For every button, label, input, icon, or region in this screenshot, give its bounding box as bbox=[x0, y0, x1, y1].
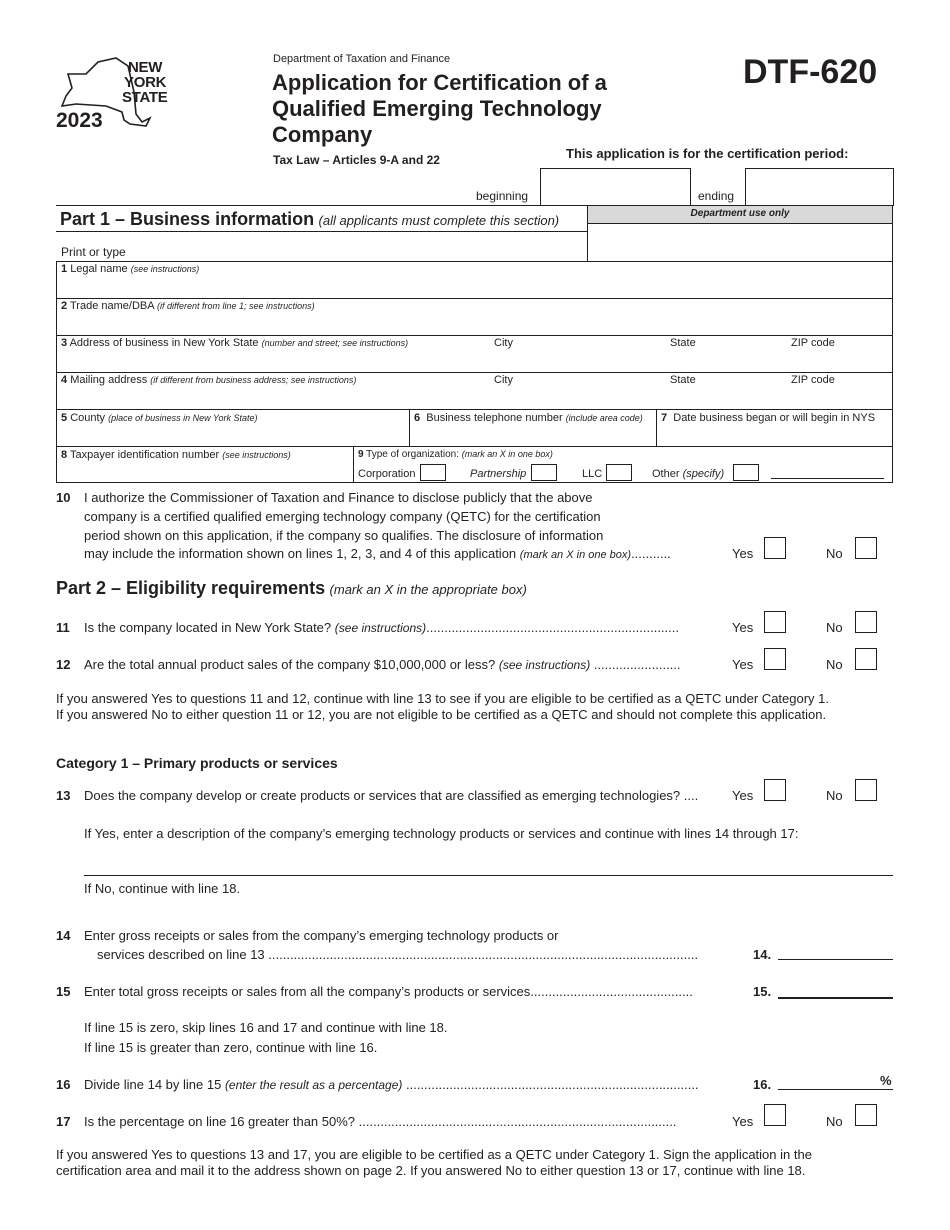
q13-description-line[interactable] bbox=[84, 875, 893, 876]
q12-text: Are the total annual product sales of the company $10,000,000 or less? (see instructions) ........................ bbox=[84, 657, 681, 672]
field-5-num: 5 bbox=[61, 412, 68, 424]
q12-num: 12 bbox=[56, 657, 71, 672]
period-beginning-field[interactable] bbox=[540, 168, 691, 206]
q11-question: Is the company located in New York State? bbox=[84, 620, 332, 635]
q17-yes-label: Yes bbox=[732, 1114, 754, 1129]
dept-use-only-label: Department use only bbox=[690, 208, 790, 219]
field-1-note: (see instructions) bbox=[130, 264, 200, 274]
dept-use-only-box bbox=[587, 224, 893, 262]
field-6-text: Business telephone number bbox=[426, 412, 563, 424]
q13-yes-checkbox[interactable] bbox=[764, 779, 786, 801]
q10-line4-note: (mark an X in one box) bbox=[519, 549, 632, 561]
nys-logo bbox=[56, 52, 186, 132]
eligibility-note-1: If you answered Yes to questions 11 and 12, continue with line 13 to see if you are eligible to be certified as a QETC under Category 1. bbox=[56, 691, 830, 706]
org-llc-checkbox[interactable] bbox=[606, 464, 632, 481]
org-partnership-label: Partnership bbox=[470, 468, 527, 480]
q15-note-2: If line 15 is greater than zero, continue with line 16. bbox=[84, 1040, 378, 1055]
q10-no-label: No bbox=[826, 546, 843, 561]
logo-text-new: NEW bbox=[128, 59, 163, 76]
q16-percent-sign: % bbox=[880, 1073, 892, 1088]
q15-num: 15 bbox=[56, 984, 71, 999]
field-4-num: 4 bbox=[61, 374, 68, 386]
field-8-num: 8 bbox=[61, 449, 68, 461]
business-address-input[interactable] bbox=[57, 350, 892, 371]
org-partnership-checkbox[interactable] bbox=[531, 464, 557, 481]
part1-title: Part 1 – Business information bbox=[60, 209, 315, 229]
q11-no-checkbox[interactable] bbox=[855, 611, 877, 633]
q11-yes-label: Yes bbox=[732, 620, 754, 635]
field-4-label bbox=[61, 374, 356, 386]
field-3-state-label: State bbox=[670, 337, 696, 349]
field-8-text: Taxpayer identification number bbox=[69, 449, 220, 461]
beginning-label: beginning bbox=[476, 189, 529, 203]
q13-question: Does the company develop or create products or services that are classified as emerging technologies? bbox=[84, 788, 681, 803]
q10-line4: may include the information shown on lines 1, 2, 3, and 4 of this application (mark an X in one box)........... bbox=[84, 546, 671, 561]
department-name: Department of Taxation and Finance bbox=[273, 53, 451, 65]
col-divider bbox=[353, 446, 354, 483]
q15-text: Enter total gross receipts or sales from all the company’s products or services............................................. bbox=[84, 984, 693, 999]
org-other-label bbox=[652, 468, 724, 480]
form-title-line1: Application for Certification of a bbox=[272, 70, 607, 95]
q12-yes-checkbox[interactable] bbox=[764, 648, 786, 670]
q12-no-checkbox[interactable] bbox=[855, 648, 877, 670]
q11-no-label: No bbox=[826, 620, 843, 635]
legal-name-input[interactable] bbox=[57, 276, 892, 297]
field-6-num: 6 bbox=[414, 412, 421, 424]
part1-title-underline bbox=[56, 231, 587, 232]
field-4-note: (if different from business address; see instructions) bbox=[150, 375, 357, 385]
field-1-text: Legal name bbox=[70, 263, 128, 275]
q14-line2: services described on line 13 ....................................................................................................................... bbox=[97, 947, 699, 962]
field-2-text: Trade name/DBA bbox=[69, 300, 154, 312]
q11-num: 11 bbox=[56, 620, 70, 635]
field-9-label bbox=[358, 449, 553, 460]
q13-yes-label: Yes bbox=[732, 788, 754, 803]
q13-if-no: If No, continue with line 18. bbox=[84, 881, 241, 896]
q10-yes-label: Yes bbox=[732, 546, 754, 561]
dept-use-only-header bbox=[587, 206, 893, 224]
trade-name-input[interactable] bbox=[57, 313, 892, 334]
q17-yes-checkbox[interactable] bbox=[764, 1104, 786, 1126]
q17-text: Is the percentage on line 16 greater than 50%? ........................................................................................ bbox=[84, 1114, 677, 1129]
eligibility-note-2: If you answered No to either question 11 or 12, you are not eligible to be certified as a QETC and should not complete this application. bbox=[56, 707, 827, 722]
q13-no-checkbox[interactable] bbox=[855, 779, 877, 801]
tin-input[interactable] bbox=[57, 462, 352, 482]
q12-no-label: No bbox=[826, 657, 843, 672]
q12-question: Are the total annual product sales of the company $10,000,000 or less? bbox=[84, 657, 496, 672]
field-4-text: Mailing address bbox=[70, 374, 148, 386]
telephone-input[interactable] bbox=[410, 425, 655, 445]
mailing-address-input[interactable] bbox=[57, 387, 892, 408]
q12-yes-label: Yes bbox=[732, 657, 754, 672]
field-4-state-label: State bbox=[670, 374, 696, 386]
org-llc-label: LLC bbox=[582, 468, 603, 480]
field-1-num: 1 bbox=[61, 263, 68, 275]
q15-ref: 15. bbox=[753, 984, 772, 999]
date-began-input[interactable] bbox=[657, 425, 892, 445]
field-2-label bbox=[61, 300, 315, 312]
field-5-note: (place of business in New York State) bbox=[108, 413, 258, 423]
form-title-line2: Qualified Emerging Technology bbox=[272, 96, 602, 121]
field-7-text: Date business began or will begin in NYS bbox=[673, 412, 876, 424]
q14-line1: Enter gross receipts or sales from the company’s emerging technology products or bbox=[84, 928, 559, 943]
q13-text: Does the company develop or create products or services that are classified as emerging technologies? .... bbox=[84, 788, 699, 803]
field-9-text: Type of organization: bbox=[366, 449, 460, 460]
ending-label: ending bbox=[698, 189, 735, 203]
logo-text-york: YORK bbox=[124, 74, 167, 91]
part2-title-row bbox=[56, 578, 527, 599]
row-divider bbox=[56, 372, 893, 373]
q10-line4-text: may include the information shown on lines 1, 2, 3, and 4 of this application bbox=[84, 546, 517, 561]
part2-title: Part 2 – Eligibility requirements bbox=[56, 578, 326, 598]
field-4-city-label: City bbox=[494, 374, 513, 386]
field-1-label bbox=[61, 263, 199, 275]
org-other-specify-line[interactable] bbox=[771, 478, 884, 479]
field-2-num: 2 bbox=[61, 300, 68, 312]
q17-no-label: No bbox=[826, 1114, 843, 1129]
field-3-zip-label: ZIP code bbox=[791, 337, 835, 349]
field-2-note: (if different from line 1; see instructions) bbox=[157, 301, 315, 311]
q13-no-label: No bbox=[826, 788, 843, 803]
field-3-text: Address of business in New York State bbox=[69, 337, 259, 349]
q16-num: 16 bbox=[56, 1077, 71, 1092]
q14-amount-field[interactable] bbox=[778, 959, 893, 960]
q16-note: (enter the result as a percentage) bbox=[224, 1078, 403, 1092]
part1-title-row bbox=[60, 209, 559, 230]
footer-note-1: If you answered Yes to questions 13 and 17, you are eligible to be certified as a QETC under Category 1. Sign the application in the bbox=[56, 1147, 812, 1162]
q12-note: (see instructions) bbox=[498, 658, 591, 672]
q15-note-1: If line 15 is zero, skip lines 16 and 17 and continue with line 18. bbox=[84, 1020, 448, 1035]
q17-num: 17 bbox=[56, 1114, 71, 1129]
q16-percent-field[interactable] bbox=[778, 1089, 893, 1090]
q11-note: (see instructions) bbox=[334, 621, 427, 635]
logo-text-state: STATE bbox=[122, 89, 168, 106]
period-ending-field[interactable] bbox=[745, 168, 894, 206]
field-8-label bbox=[61, 449, 291, 461]
part1-subtitle: (all applicants must complete this section) bbox=[318, 213, 560, 228]
field-6-label bbox=[414, 412, 643, 424]
field-7-num: 7 bbox=[661, 412, 668, 424]
footer-note-2: certification area and mail it to the address shown on page 2. If you answered No to either question 13 or 17, continue with line 18. bbox=[56, 1163, 806, 1178]
field-3-note: (number and street; see instructions) bbox=[261, 338, 409, 348]
field-3-city-label: City bbox=[494, 337, 513, 349]
q10-line2: company is a certified qualified emerging technology company (QETC) for the certification bbox=[84, 509, 601, 524]
org-corporation-label: Corporation bbox=[358, 468, 416, 480]
row-divider bbox=[56, 335, 893, 336]
q14-num: 14 bbox=[56, 928, 71, 943]
q10-num: 10 bbox=[56, 490, 71, 505]
field-4-zip-label: ZIP code bbox=[791, 374, 835, 386]
q17-question: Is the percentage on line 16 greater than 50%? bbox=[84, 1114, 356, 1129]
q14-line2-text: services described on line 13 bbox=[97, 947, 265, 962]
q10-yes-checkbox[interactable] bbox=[764, 537, 786, 559]
field-9-num: 9 bbox=[358, 449, 364, 460]
row-divider bbox=[56, 446, 893, 447]
form-year: 2023 bbox=[56, 109, 103, 132]
row-divider bbox=[56, 298, 893, 299]
q16-ref: 16. bbox=[753, 1077, 772, 1092]
field-9-note: (mark an X in one box) bbox=[461, 449, 553, 459]
q16-text: Divide line 14 by line 15 (enter the result as a percentage) ................................................................................. bbox=[84, 1077, 699, 1092]
q13-if-yes: If Yes, enter a description of the company’s emerging technology products or services and continue with lines 14 through 17: bbox=[84, 826, 799, 841]
form-id: DTF-620 bbox=[743, 53, 878, 91]
q10-line3: period shown on this application, if the company so qualifies. The disclosure of information bbox=[84, 528, 604, 543]
category1-title: Category 1 – Primary products or services bbox=[56, 755, 338, 771]
part2-subtitle: (mark an X in the appropriate box) bbox=[329, 582, 527, 597]
field-8-note: (see instructions) bbox=[222, 450, 291, 460]
field-5-label bbox=[61, 412, 258, 424]
q10-line1: I authorize the Commissioner of Taxation and Finance to disclose publicly that the above bbox=[84, 490, 593, 505]
cert-period-label: This application is for the certification period: bbox=[566, 146, 849, 161]
county-input[interactable] bbox=[57, 425, 408, 445]
field-3-label bbox=[61, 337, 408, 349]
q11-text: Is the company located in New York State? (see instructions)...................................................................... bbox=[84, 620, 679, 635]
print-or-type: Print or type bbox=[61, 245, 126, 259]
field-5-text: County bbox=[70, 412, 106, 424]
q13-num: 13 bbox=[56, 788, 71, 803]
q14-ref: 14. bbox=[753, 947, 772, 962]
field-6-note: (include area code) bbox=[565, 413, 643, 423]
org-other-checkbox[interactable] bbox=[733, 464, 759, 481]
tax-law-reference: Tax Law – Articles 9-A and 22 bbox=[273, 153, 440, 167]
field-7-label bbox=[661, 412, 875, 424]
q15-question: Enter total gross receipts or sales from all the company’s products or services bbox=[84, 984, 531, 999]
q11-yes-checkbox[interactable] bbox=[764, 611, 786, 633]
org-other-text: Other bbox=[652, 468, 680, 480]
q10-no-checkbox[interactable] bbox=[855, 537, 877, 559]
org-corporation-checkbox[interactable] bbox=[420, 464, 446, 481]
q16-question: Divide line 14 by line 15 bbox=[84, 1077, 222, 1092]
row-divider bbox=[56, 409, 893, 410]
form-title-line3: Company bbox=[272, 122, 373, 147]
org-other-note: (specify) bbox=[682, 468, 725, 480]
q15-amount-field[interactable] bbox=[778, 997, 893, 999]
field-3-num: 3 bbox=[61, 337, 68, 349]
q17-no-checkbox[interactable] bbox=[855, 1104, 877, 1126]
